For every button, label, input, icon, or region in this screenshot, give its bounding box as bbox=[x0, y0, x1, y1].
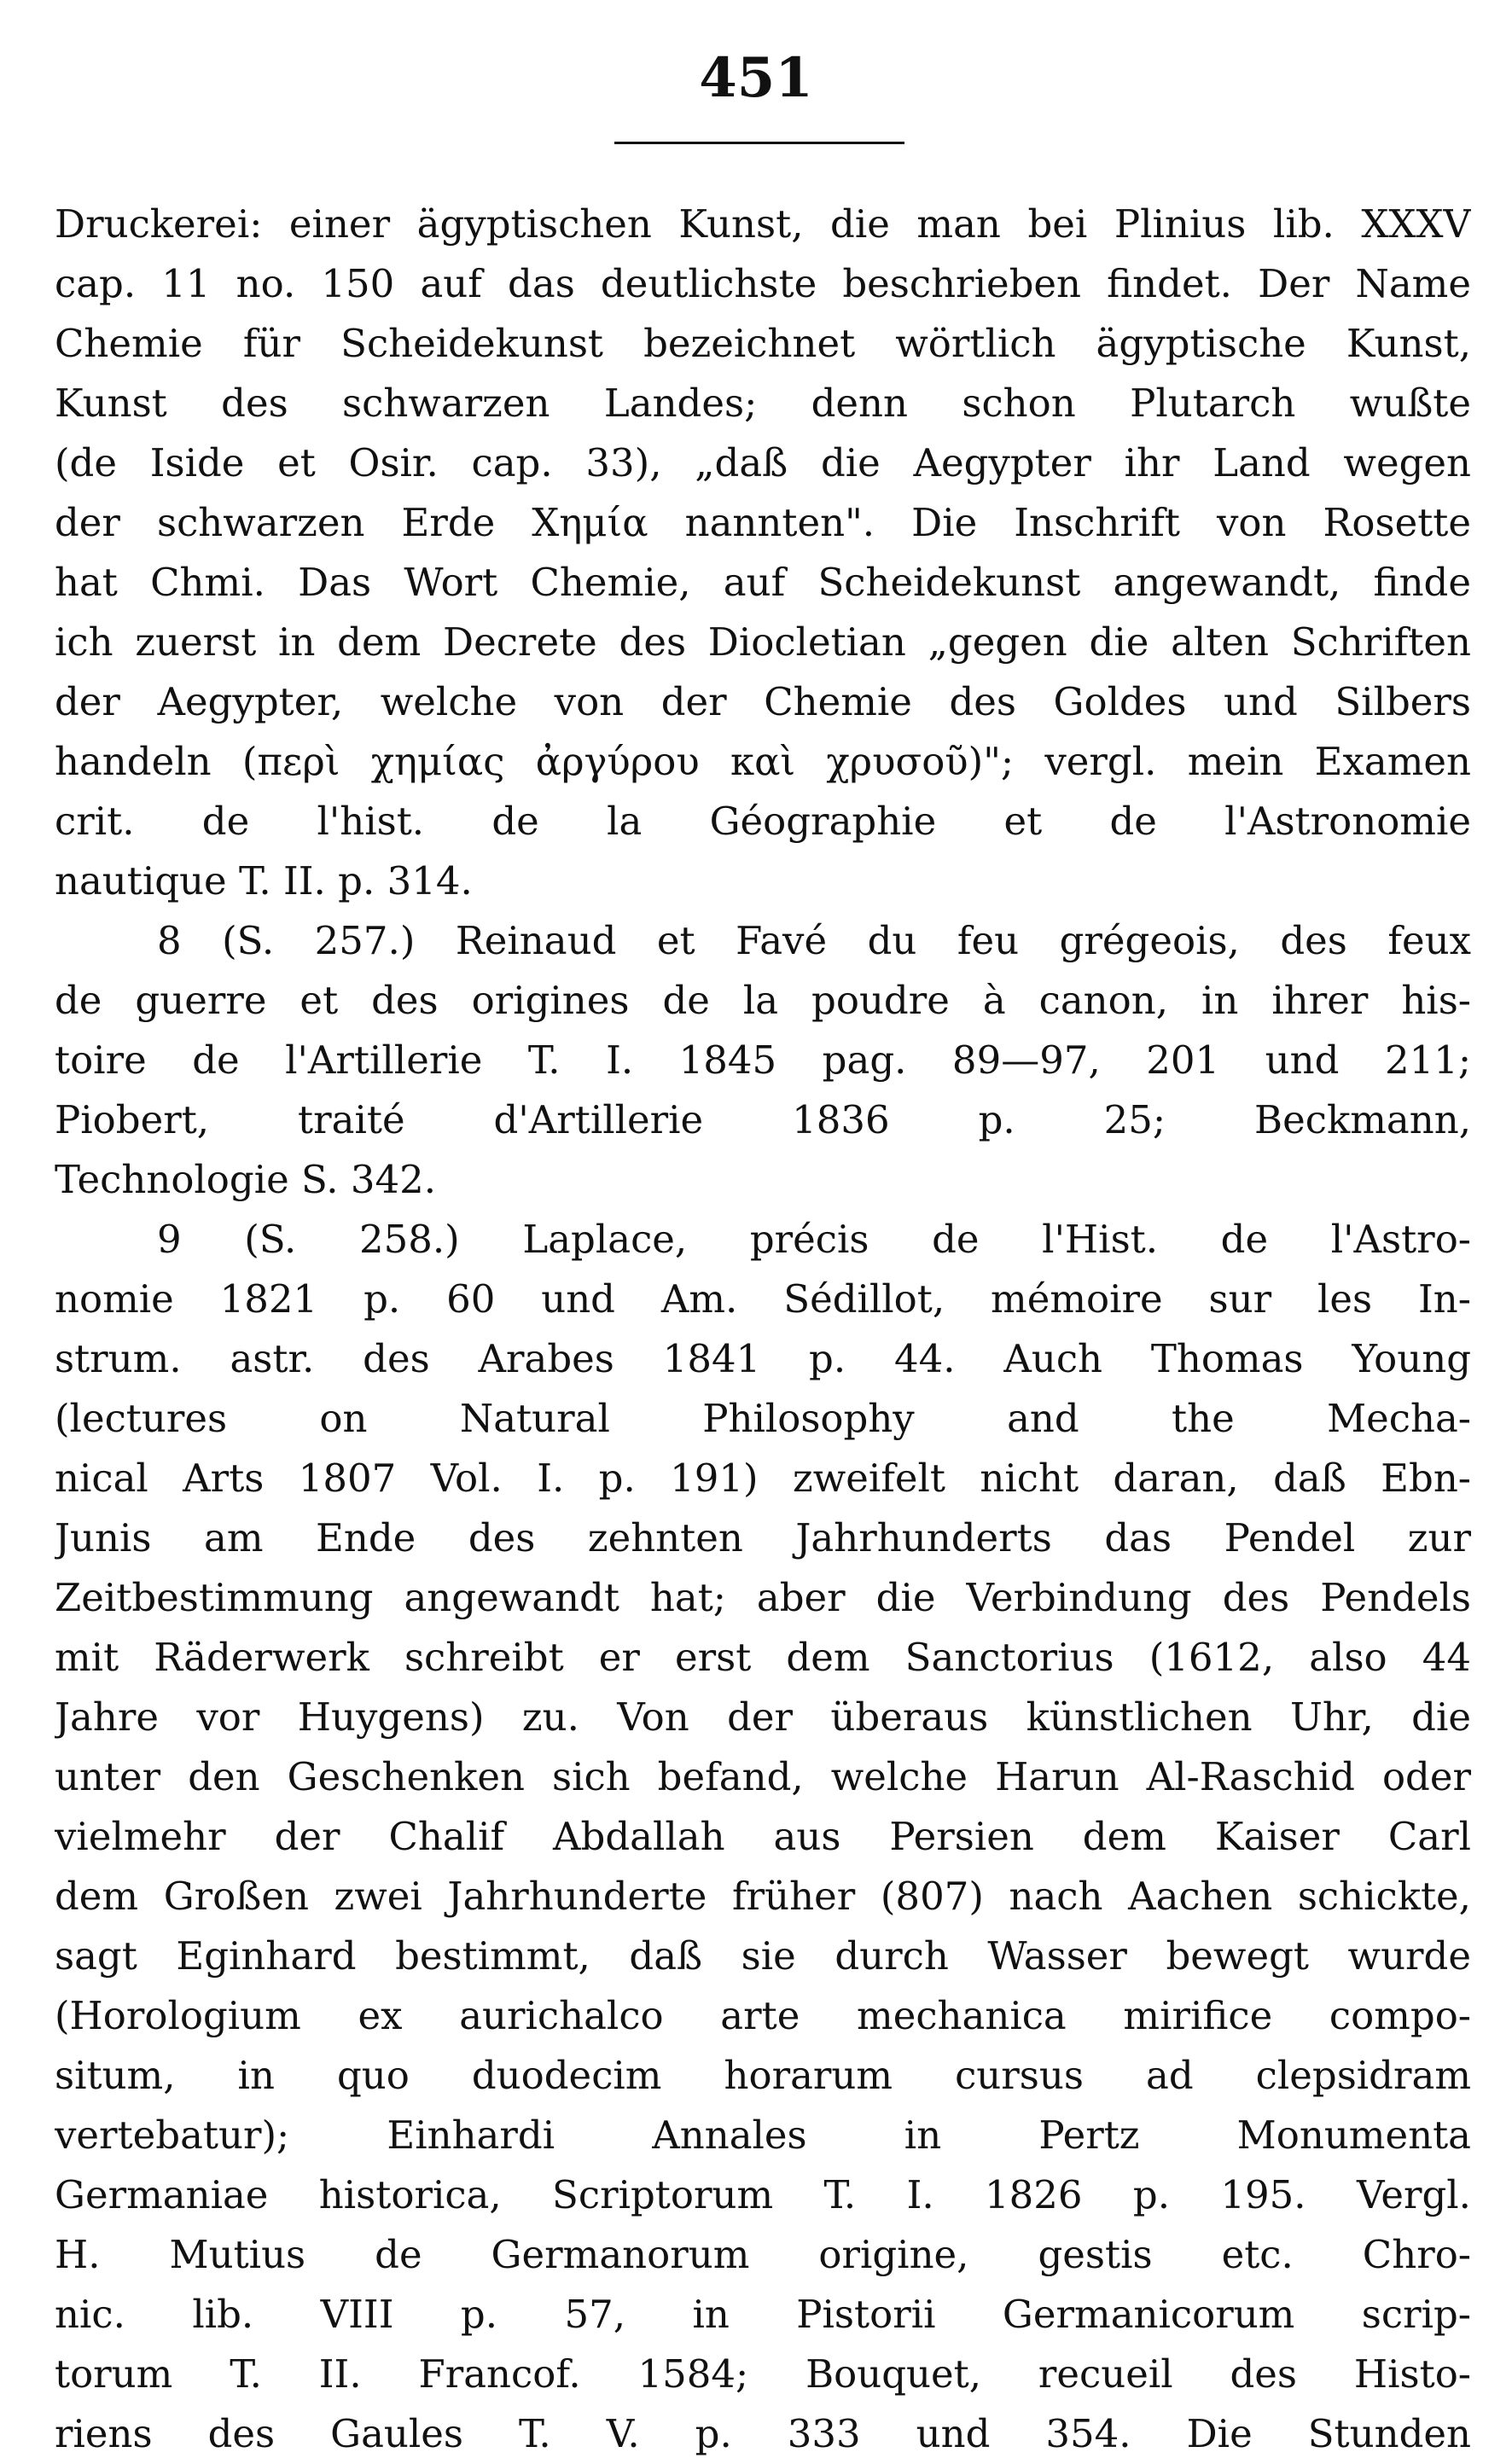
text-line: vielmehr der Chalif Abdallah aus Persien dem Kaiser Carl bbox=[55, 1814, 1471, 1859]
text-line: Kunst des schwarzen Landes; denn schon Plutarch wußte bbox=[55, 381, 1471, 426]
text-line: (de Iside et Osir. cap. 33), „daß die Aegypter ihr Land wegen bbox=[55, 440, 1471, 485]
text-line: de guerre et des origines de la poudre à canon, in ihrer his- bbox=[55, 978, 1471, 1023]
text-line: mit Räderwerk schreibt er erst dem Sanctorius (1612, also 44 bbox=[55, 1635, 1471, 1680]
text-line: Druckerei: einer ägyptischen Kunst, die man bei Plinius lib. XXXV bbox=[55, 201, 1471, 247]
text-line: Chemie für Scheidekunst bezeichnet wörtlich ägyptische Kunst, bbox=[55, 321, 1471, 366]
text-line: ich zuerst in dem Decrete des Diocletian „gegen die alten Schriften bbox=[55, 619, 1471, 665]
text-line: sagt Eginhard bestimmt, daß sie durch Wasser bewegt wurde bbox=[55, 1933, 1471, 1979]
footnote-9-start: 9 (S. 258.) Laplace, précis de l'Hist. de l'Astro- bbox=[157, 1217, 1471, 1262]
text-line: H. Mutius de Germanorum origine, gestis etc. Chro- bbox=[55, 2232, 1471, 2277]
footnote-text bbox=[55, 195, 1471, 2464]
text-line: nomie 1821 p. 60 und Am. Sédillot, mémoire sur les In- bbox=[55, 1276, 1471, 1322]
text-line: (lectures on Natural Philosophy and the Mecha- bbox=[55, 1396, 1471, 1441]
text-line: toire de l'Artillerie T. I. 1845 pag. 89—97, 201 und 211; bbox=[55, 1037, 1471, 1083]
text-line: strum. astr. des Arabes 1841 p. 44. Auch Thomas Young bbox=[55, 1336, 1471, 1381]
text-line: Junis am Ende des zehnten Jahrhunderts das Pendel zur bbox=[55, 1515, 1471, 1560]
text-line: crit. de l'hist. de la Géographie et de l'Astronomie bbox=[55, 799, 1471, 844]
text-line: der schwarzen Erde Χημία nannten". Die Inschrift von Rosette bbox=[55, 500, 1471, 545]
page-number: 451 bbox=[699, 46, 813, 110]
footnote-8-start: 8 (S. 257.) Reinaud et Favé du feu grégeois, des feux bbox=[157, 918, 1471, 963]
text-line: nical Arts 1807 Vol. I. p. 191) zweifelt nicht daran, daß Ebn- bbox=[55, 1456, 1471, 1501]
text-line: nautique T. II. p. 314. bbox=[55, 858, 473, 904]
text-line: riens des Gaules T. V. p. 333 und 354. Die Stunden bbox=[55, 2411, 1471, 2456]
text-line: (Horologium ex aurichalco arte mechanica mirifice compo- bbox=[55, 1993, 1471, 2038]
text-line: unter den Geschenken sich befand, welche Harun Al-Raschid oder bbox=[55, 1754, 1471, 1799]
text-line: Technologie S. 342. bbox=[55, 1157, 437, 1202]
text-line: torum T. II. Francof. 1584; Bouquet, recueil des Histo- bbox=[55, 2351, 1471, 2397]
text-line: der Aegypter, welche von der Chemie des Goldes und Silbers bbox=[55, 679, 1471, 724]
header-rule bbox=[614, 142, 904, 144]
text-line: nic. lib. VIII p. 57, in Pistorii Germanicorum scrip- bbox=[55, 2292, 1471, 2337]
text-line: Jahre vor Huygens) zu. Von der überaus künstlichen Uhr, die bbox=[55, 1694, 1471, 1740]
text-line: handeln (περὶ χημίας ἀργύρου καὶ χρυσοῦ)"; vergl. mein Examen bbox=[55, 739, 1471, 784]
text-line: Zeitbestimmung angewandt hat; aber die Verbindung des Pendels bbox=[55, 1575, 1471, 1620]
text-line: Germaniae historica, Scriptorum T. I. 1826 p. 195. Vergl. bbox=[55, 2172, 1471, 2217]
text-line: situm, in quo duodecim horarum cursus ad clepsidram bbox=[55, 2053, 1471, 2098]
text-line: hat Chmi. Das Wort Chemie, auf Scheidekunst angewandt, finde bbox=[55, 560, 1471, 605]
text-line: cap. 11 no. 150 auf das deutlichste beschrieben findet. Der Name bbox=[55, 261, 1471, 306]
text-line: Piobert, traité d'Artillerie 1836 p. 25; Beckmann, bbox=[55, 1097, 1471, 1142]
text-line: dem Großen zwei Jahrhunderte früher (807) nach Aachen schickte, bbox=[55, 1874, 1471, 1919]
text-line: vertebatur); Einhardi Annales in Pertz Monumenta bbox=[55, 2112, 1471, 2158]
